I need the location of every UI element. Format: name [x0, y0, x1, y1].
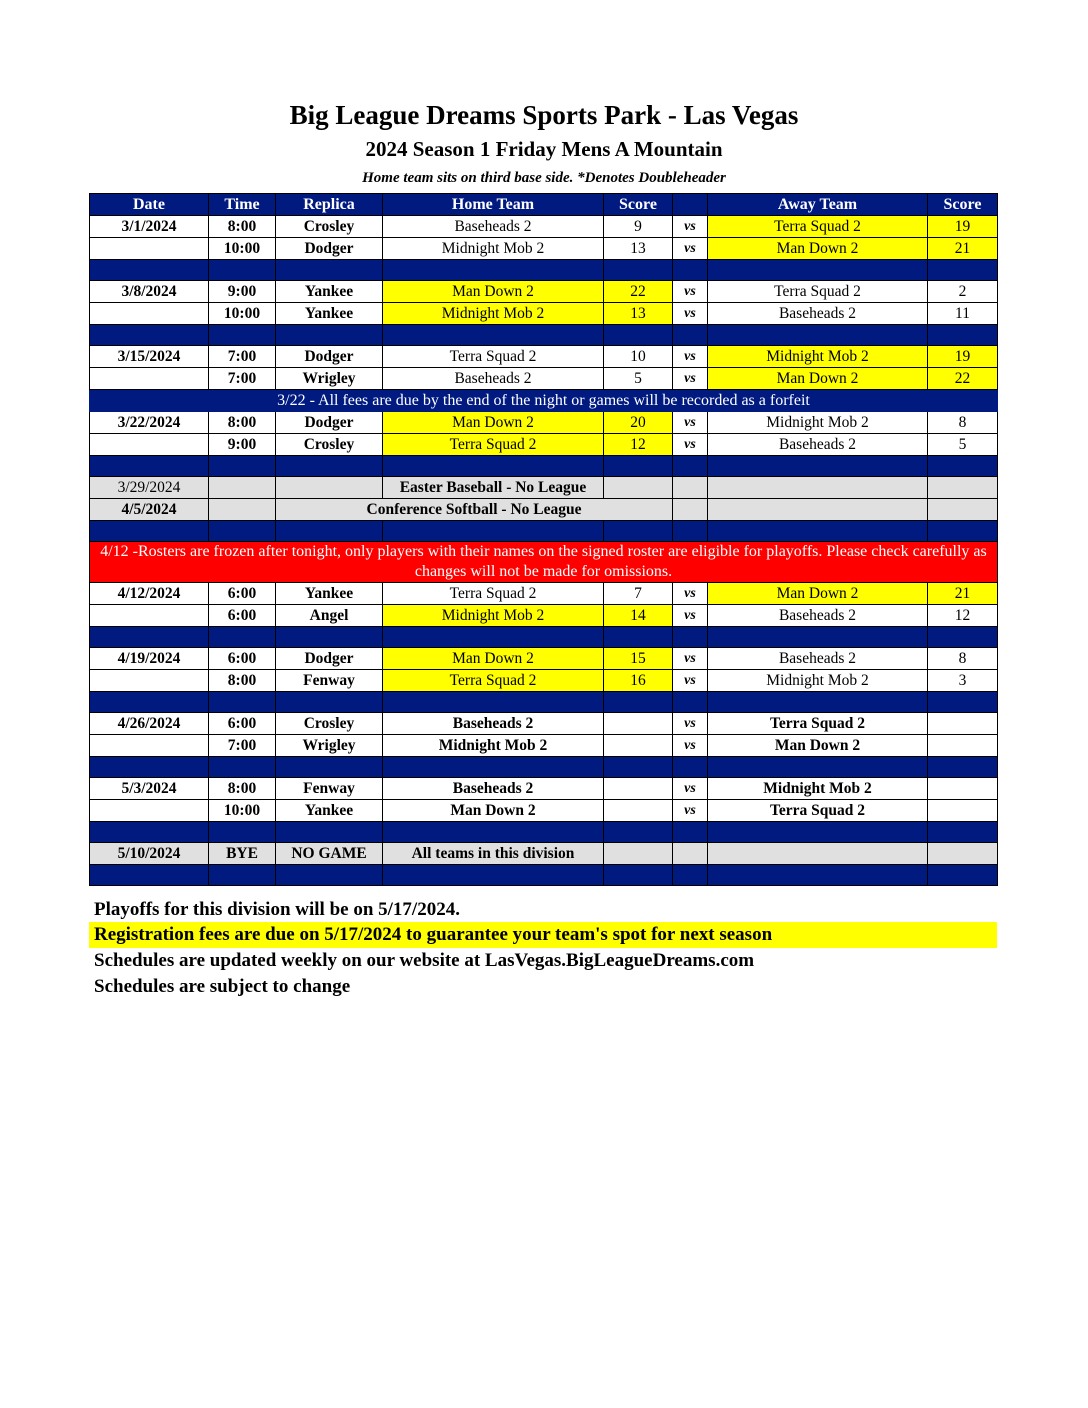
vs-label: vs	[673, 303, 708, 325]
away-score: 12	[928, 605, 998, 627]
no-league-date: 4/5/2024	[90, 499, 209, 521]
game-replica: Wrigley	[276, 368, 383, 390]
game-row	[90, 346, 998, 368]
separator-row	[90, 865, 998, 886]
separator-cell	[276, 627, 383, 648]
game-replica: Fenway	[276, 778, 383, 800]
no-league-text: Easter Baseball - No League	[383, 477, 604, 499]
vs-label: vs	[673, 778, 708, 800]
vs-label: vs	[673, 281, 708, 303]
game-date	[90, 605, 209, 627]
separator-cell	[90, 260, 209, 281]
home-score: 20	[604, 412, 673, 434]
game-row	[90, 800, 998, 822]
separator-cell	[383, 456, 604, 477]
separator-cell	[209, 325, 276, 346]
separator-cell	[604, 325, 673, 346]
home-team: Baseheads 2	[383, 778, 604, 800]
separator-cell	[673, 456, 708, 477]
game-replica: Dodger	[276, 346, 383, 368]
bye-replica: NO GAME	[276, 843, 383, 865]
col-replica: Replica	[276, 194, 383, 216]
empty-cell	[673, 477, 708, 499]
vs-label: vs	[673, 583, 708, 605]
change-note: Schedules are subject to change	[94, 976, 351, 997]
away-team: Man Down 2	[708, 368, 928, 390]
game-time: 6:00	[209, 713, 276, 735]
separator-cell	[928, 456, 998, 477]
empty-cell	[604, 477, 673, 499]
col-away-score: Score	[928, 194, 998, 216]
col-home-score: Score	[604, 194, 673, 216]
game-row	[90, 303, 998, 325]
game-replica: Crosley	[276, 216, 383, 238]
away-team: Midnight Mob 2	[708, 670, 928, 692]
vs-label: vs	[673, 713, 708, 735]
home-team: Terra Squad 2	[383, 346, 604, 368]
away-score: 8	[928, 412, 998, 434]
away-score	[928, 778, 998, 800]
away-team: Baseheads 2	[708, 605, 928, 627]
vs-label: vs	[673, 670, 708, 692]
away-team: Man Down 2	[708, 735, 928, 757]
page-title: Big League Dreams Sports Park - Las Vegas	[289, 100, 799, 130]
separator-row	[90, 627, 998, 648]
home-score: 13	[604, 303, 673, 325]
home-team: Midnight Mob 2	[383, 605, 604, 627]
home-team: Man Down 2	[383, 800, 604, 822]
separator-cell	[604, 456, 673, 477]
game-replica: Dodger	[276, 238, 383, 260]
no-league-row	[90, 477, 998, 499]
separator-cell	[708, 456, 928, 477]
game-time: 8:00	[209, 670, 276, 692]
game-date: 4/12/2024	[90, 583, 209, 605]
separator-cell	[708, 325, 928, 346]
separator-cell	[90, 757, 209, 778]
separator-cell	[604, 692, 673, 713]
separator-cell	[90, 456, 209, 477]
game-date	[90, 800, 209, 822]
empty-cell	[708, 477, 928, 499]
game-row	[90, 238, 998, 260]
empty-cell	[928, 477, 998, 499]
separator-cell	[276, 456, 383, 477]
separator-cell	[673, 627, 708, 648]
game-replica: Crosley	[276, 434, 383, 456]
away-score: 19	[928, 346, 998, 368]
game-time: 6:00	[209, 648, 276, 670]
separator-cell	[383, 757, 604, 778]
separator-cell	[604, 260, 673, 281]
away-team: Terra Squad 2	[708, 216, 928, 238]
game-row	[90, 216, 998, 238]
empty-cell	[673, 843, 708, 865]
separator-cell	[276, 865, 383, 886]
game-replica: Yankee	[276, 281, 383, 303]
separator-cell	[209, 822, 276, 843]
game-replica: Dodger	[276, 648, 383, 670]
game-replica: Yankee	[276, 800, 383, 822]
separator-cell	[604, 627, 673, 648]
separator-cell	[90, 865, 209, 886]
separator-cell	[928, 521, 998, 542]
away-score: 2	[928, 281, 998, 303]
away-score: 5	[928, 434, 998, 456]
game-row	[90, 412, 998, 434]
no-league-row	[90, 499, 998, 521]
empty-cell	[928, 499, 998, 521]
away-team: Midnight Mob 2	[708, 778, 928, 800]
separator-cell	[383, 325, 604, 346]
home-score: 16	[604, 670, 673, 692]
game-time: 8:00	[209, 778, 276, 800]
separator-cell	[708, 865, 928, 886]
home-score: 22	[604, 281, 673, 303]
away-team: Terra Squad 2	[708, 713, 928, 735]
game-time: 9:00	[209, 434, 276, 456]
away-score: 8	[928, 648, 998, 670]
separator-cell	[708, 627, 928, 648]
empty-cell	[209, 477, 276, 499]
game-date: 3/1/2024	[90, 216, 209, 238]
separator-row	[90, 325, 998, 346]
website-note: Schedules are updated weekly on our website at LasVegas.BigLeagueDreams.com	[94, 950, 755, 971]
away-score: 19	[928, 216, 998, 238]
home-team: Baseheads 2	[383, 216, 604, 238]
vs-label: vs	[673, 368, 708, 390]
game-replica: Angel	[276, 605, 383, 627]
game-row	[90, 778, 998, 800]
separator-cell	[209, 627, 276, 648]
game-date: 4/19/2024	[90, 648, 209, 670]
separator-cell	[708, 521, 928, 542]
game-date	[90, 670, 209, 692]
home-team-note: Home team sits on third base side. *Denotes Doubleheader	[362, 170, 726, 186]
game-time: 10:00	[209, 238, 276, 260]
bye-date: 5/10/2024	[90, 843, 209, 865]
away-team: Terra Squad 2	[708, 281, 928, 303]
game-row	[90, 648, 998, 670]
separator-cell	[673, 757, 708, 778]
separator-row	[90, 521, 998, 542]
home-team: Midnight Mob 2	[383, 735, 604, 757]
roster-alert-text: 4/12 -Rosters are frozen after tonight, only players with their names on the signed roster are eligible for playoffs. Please check carefully as changes will not be made for omissions.	[90, 542, 998, 583]
separator-cell	[383, 865, 604, 886]
home-score	[604, 778, 673, 800]
home-score: 10	[604, 346, 673, 368]
separator-cell	[708, 822, 928, 843]
home-team: Baseheads 2	[383, 713, 604, 735]
home-score	[604, 713, 673, 735]
col-date: Date	[90, 194, 209, 216]
game-date	[90, 434, 209, 456]
separator-cell	[209, 757, 276, 778]
home-team: Terra Squad 2	[383, 583, 604, 605]
separator-cell	[383, 627, 604, 648]
home-team: Midnight Mob 2	[383, 303, 604, 325]
home-team: Man Down 2	[383, 648, 604, 670]
game-row	[90, 605, 998, 627]
empty-cell	[708, 499, 928, 521]
header-row	[90, 194, 998, 216]
separator-cell	[673, 521, 708, 542]
home-team: Terra Squad 2	[383, 670, 604, 692]
away-team: Midnight Mob 2	[708, 412, 928, 434]
separator-cell	[90, 692, 209, 713]
game-time: 7:00	[209, 346, 276, 368]
home-score	[604, 735, 673, 757]
separator-cell	[673, 325, 708, 346]
vs-label: vs	[673, 648, 708, 670]
separator-cell	[276, 260, 383, 281]
separator-cell	[928, 692, 998, 713]
away-score: 21	[928, 238, 998, 260]
away-score	[928, 800, 998, 822]
notice-text: 3/22 - All fees are due by the end of the night or games will be recorded as a forfeit	[90, 390, 998, 412]
home-score	[604, 800, 673, 822]
separator-cell	[276, 822, 383, 843]
away-team: Man Down 2	[708, 238, 928, 260]
home-team: Terra Squad 2	[383, 434, 604, 456]
home-score: 5	[604, 368, 673, 390]
bye-row	[90, 843, 998, 865]
game-row	[90, 670, 998, 692]
separator-cell	[928, 325, 998, 346]
bye-text: All teams in this division	[383, 843, 604, 865]
separator-cell	[209, 692, 276, 713]
game-row	[90, 713, 998, 735]
home-score: 12	[604, 434, 673, 456]
separator-cell	[928, 627, 998, 648]
separator-row	[90, 692, 998, 713]
playoffs-note: Playoffs for this division will be on 5/17/2024.	[94, 899, 460, 920]
away-score: 21	[928, 583, 998, 605]
away-team: Midnight Mob 2	[708, 346, 928, 368]
col-vs	[673, 194, 708, 216]
away-team: Baseheads 2	[708, 303, 928, 325]
game-row	[90, 583, 998, 605]
away-team: Baseheads 2	[708, 434, 928, 456]
home-score: 9	[604, 216, 673, 238]
separator-cell	[604, 757, 673, 778]
separator-cell	[708, 757, 928, 778]
game-date: 3/15/2024	[90, 346, 209, 368]
game-date: 5/3/2024	[90, 778, 209, 800]
separator-cell	[209, 521, 276, 542]
game-time: 6:00	[209, 605, 276, 627]
separator-cell	[276, 692, 383, 713]
separator-cell	[209, 260, 276, 281]
empty-cell	[708, 843, 928, 865]
game-replica: Crosley	[276, 713, 383, 735]
vs-label: vs	[673, 216, 708, 238]
game-time: 7:00	[209, 735, 276, 757]
col-away-team: Away Team	[708, 194, 928, 216]
page-subtitle: 2024 Season 1 Friday Mens A Mountain	[365, 137, 723, 161]
away-team: Terra Squad 2	[708, 800, 928, 822]
game-time: 8:00	[209, 216, 276, 238]
separator-cell	[673, 692, 708, 713]
separator-cell	[604, 521, 673, 542]
separator-cell	[90, 627, 209, 648]
separator-cell	[928, 822, 998, 843]
game-replica: Yankee	[276, 303, 383, 325]
game-time: 10:00	[209, 303, 276, 325]
game-date	[90, 735, 209, 757]
away-team: Man Down 2	[708, 583, 928, 605]
away-score: 3	[928, 670, 998, 692]
separator-cell	[90, 822, 209, 843]
separator-cell	[90, 521, 209, 542]
separator-cell	[928, 757, 998, 778]
registration-note: Registration fees are due on 5/17/2024 to guarantee your team's spot for next season	[89, 922, 997, 948]
bye-time: BYE	[209, 843, 276, 865]
separator-row	[90, 260, 998, 281]
separator-cell	[209, 456, 276, 477]
separator-cell	[604, 822, 673, 843]
home-score: 15	[604, 648, 673, 670]
home-score: 14	[604, 605, 673, 627]
game-time: 8:00	[209, 412, 276, 434]
notice-row	[90, 390, 998, 412]
game-time: 10:00	[209, 800, 276, 822]
game-row	[90, 434, 998, 456]
away-score	[928, 713, 998, 735]
game-row	[90, 735, 998, 757]
schedule-table	[89, 193, 998, 886]
game-replica: Dodger	[276, 412, 383, 434]
game-date	[90, 303, 209, 325]
vs-label: vs	[673, 238, 708, 260]
home-team: Man Down 2	[383, 281, 604, 303]
separator-cell	[383, 692, 604, 713]
separator-cell	[708, 692, 928, 713]
no-league-text: Conference Softball - No League	[276, 499, 673, 521]
separator-row	[90, 757, 998, 778]
separator-cell	[928, 865, 998, 886]
vs-label: vs	[673, 605, 708, 627]
away-score	[928, 735, 998, 757]
game-time: 9:00	[209, 281, 276, 303]
separator-cell	[276, 757, 383, 778]
game-replica: Wrigley	[276, 735, 383, 757]
empty-cell	[604, 843, 673, 865]
separator-cell	[383, 521, 604, 542]
away-score: 22	[928, 368, 998, 390]
game-date: 3/8/2024	[90, 281, 209, 303]
separator-cell	[209, 865, 276, 886]
game-time: 6:00	[209, 583, 276, 605]
game-date: 4/26/2024	[90, 713, 209, 735]
empty-cell	[928, 843, 998, 865]
game-date	[90, 238, 209, 260]
schedule-body	[90, 194, 998, 886]
separator-cell	[90, 325, 209, 346]
separator-cell	[708, 260, 928, 281]
away-score: 11	[928, 303, 998, 325]
roster-alert-row	[90, 542, 998, 583]
separator-cell	[928, 260, 998, 281]
home-team: Baseheads 2	[383, 368, 604, 390]
separator-cell	[673, 260, 708, 281]
vs-label: vs	[673, 346, 708, 368]
home-score: 7	[604, 583, 673, 605]
game-time: 7:00	[209, 368, 276, 390]
home-team: Man Down 2	[383, 412, 604, 434]
empty-cell	[276, 477, 383, 499]
home-team: Midnight Mob 2	[383, 238, 604, 260]
empty-cell	[209, 499, 276, 521]
col-time: Time	[209, 194, 276, 216]
separator-cell	[604, 865, 673, 886]
game-row	[90, 368, 998, 390]
separator-cell	[383, 260, 604, 281]
separator-cell	[383, 822, 604, 843]
empty-cell	[673, 499, 708, 521]
separator-row	[90, 822, 998, 843]
separator-cell	[276, 521, 383, 542]
game-replica: Yankee	[276, 583, 383, 605]
separator-row	[90, 456, 998, 477]
separator-cell	[673, 865, 708, 886]
col-home-team: Home Team	[383, 194, 604, 216]
vs-label: vs	[673, 434, 708, 456]
game-date: 3/22/2024	[90, 412, 209, 434]
vs-label: vs	[673, 412, 708, 434]
home-score: 13	[604, 238, 673, 260]
game-row	[90, 281, 998, 303]
game-date	[90, 368, 209, 390]
vs-label: vs	[673, 800, 708, 822]
away-team: Baseheads 2	[708, 648, 928, 670]
game-replica: Fenway	[276, 670, 383, 692]
vs-label: vs	[673, 735, 708, 757]
separator-cell	[673, 822, 708, 843]
separator-cell	[276, 325, 383, 346]
no-league-date: 3/29/2024	[90, 477, 209, 499]
